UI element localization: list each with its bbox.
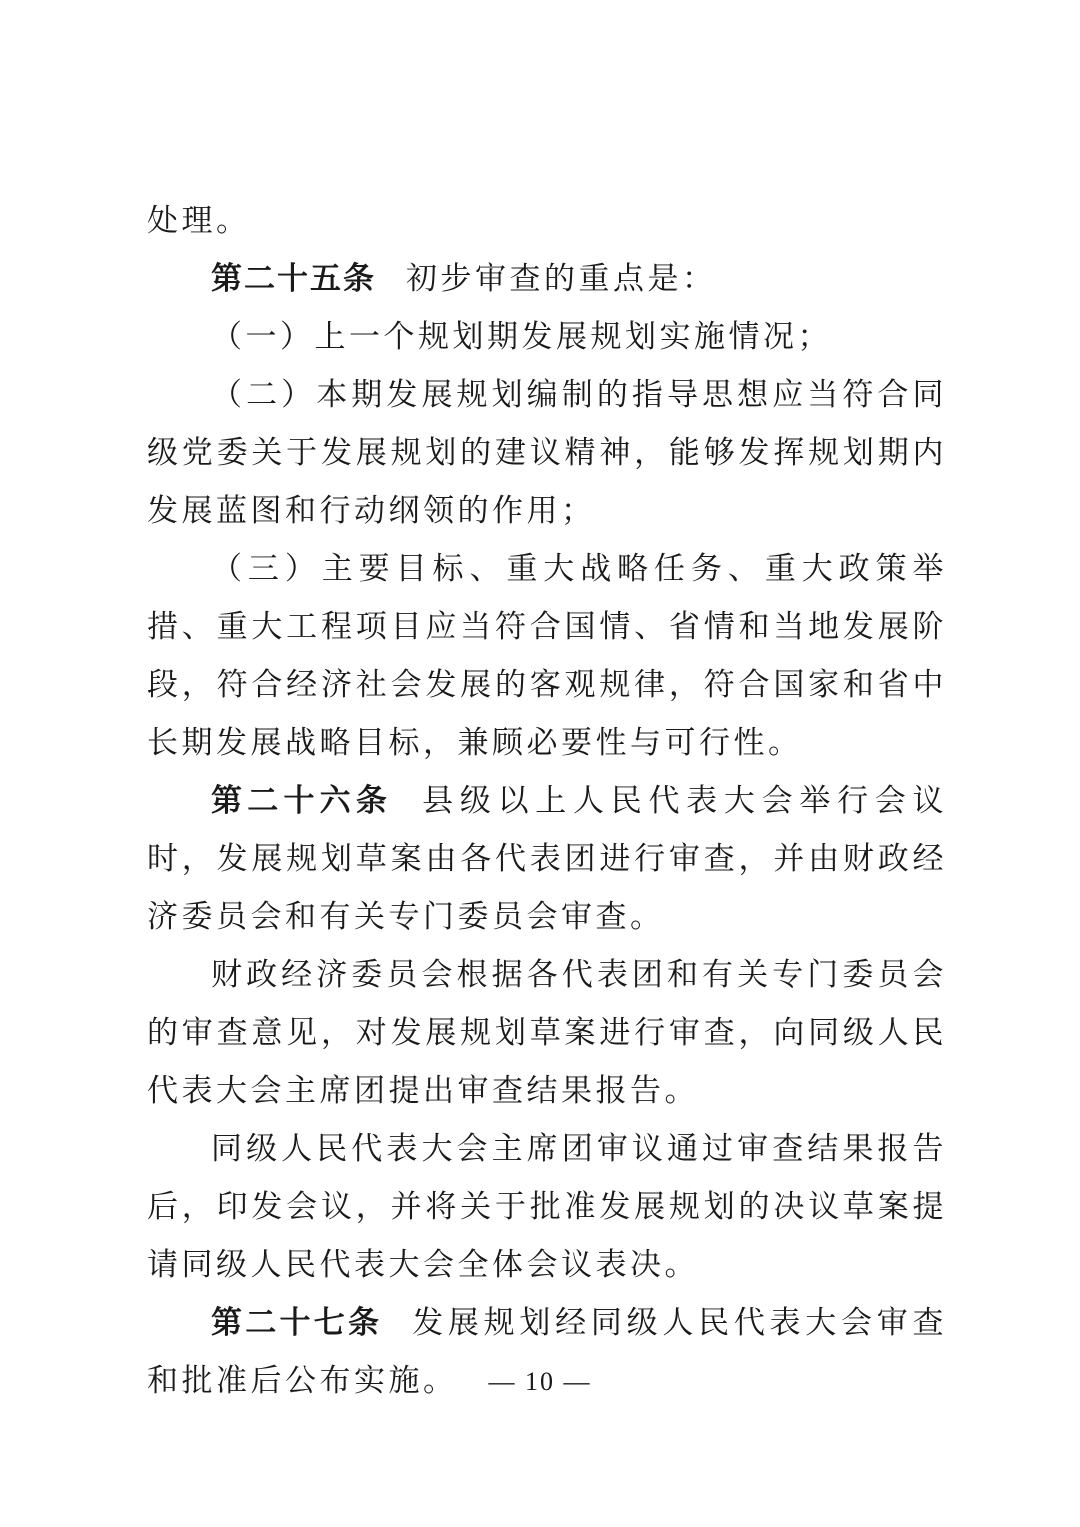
- paragraph-text: 县级以上人民代表大会举行会议时，发展规划草案由各代表团进行审查，并由财政经济委员会和有关专门委员会审查。: [147, 783, 948, 935]
- paragraph-text: 财政经济委员会根据各代表团和有关专门委员会的审查意见，对发展规划草案进行审查，向同级人民代表大会主席团提出审查结果报告。: [147, 957, 947, 1109]
- page-number: — 10 —: [488, 1367, 592, 1396]
- paragraph: [147, 1120, 947, 1294]
- document-body: [147, 192, 947, 1410]
- paragraph-text: 发展规划经同级人民代表大会审查和批准后公布实施。: [147, 1305, 948, 1399]
- paragraph-continuation: [147, 192, 947, 250]
- list-item-3: [147, 540, 947, 772]
- paragraph-text: 处理。: [147, 203, 251, 239]
- paragraph-text: 初步审查的重点是：: [406, 261, 717, 297]
- article-25: [147, 250, 947, 308]
- article-26: [147, 772, 947, 946]
- paragraph-text: （三）主要目标、重大战略任务、重大政策举措、重大工程项目应当符合国情、省情和当地发展阶段，符合经济社会发展的客观规律，符合国家和省中长期发展战略目标，兼顾必要性与可行性。: [147, 551, 947, 761]
- list-item-2: [147, 366, 947, 540]
- paragraph: [147, 946, 947, 1120]
- article-title: 第二十六条: [211, 783, 393, 819]
- paragraph-text: 同级人民代表大会主席团审议通过审查结果报告后，印发会议，并将关于批准发展规划的决议草案提请同级人民代表大会全体会议表决。: [147, 1131, 947, 1283]
- paragraph-text: （一）上一个规划期发展规划实施情况；: [211, 319, 832, 355]
- article-title: 第二十五条: [211, 261, 376, 297]
- paragraph-text: （二）本期发展规划编制的指导思想应当符合同级党委关于发展规划的建议精神，能够发挥规划期内发展蓝图和行动纲领的作用；: [147, 377, 947, 529]
- list-item-1: [147, 308, 947, 366]
- article-title: 第二十七条: [211, 1305, 383, 1341]
